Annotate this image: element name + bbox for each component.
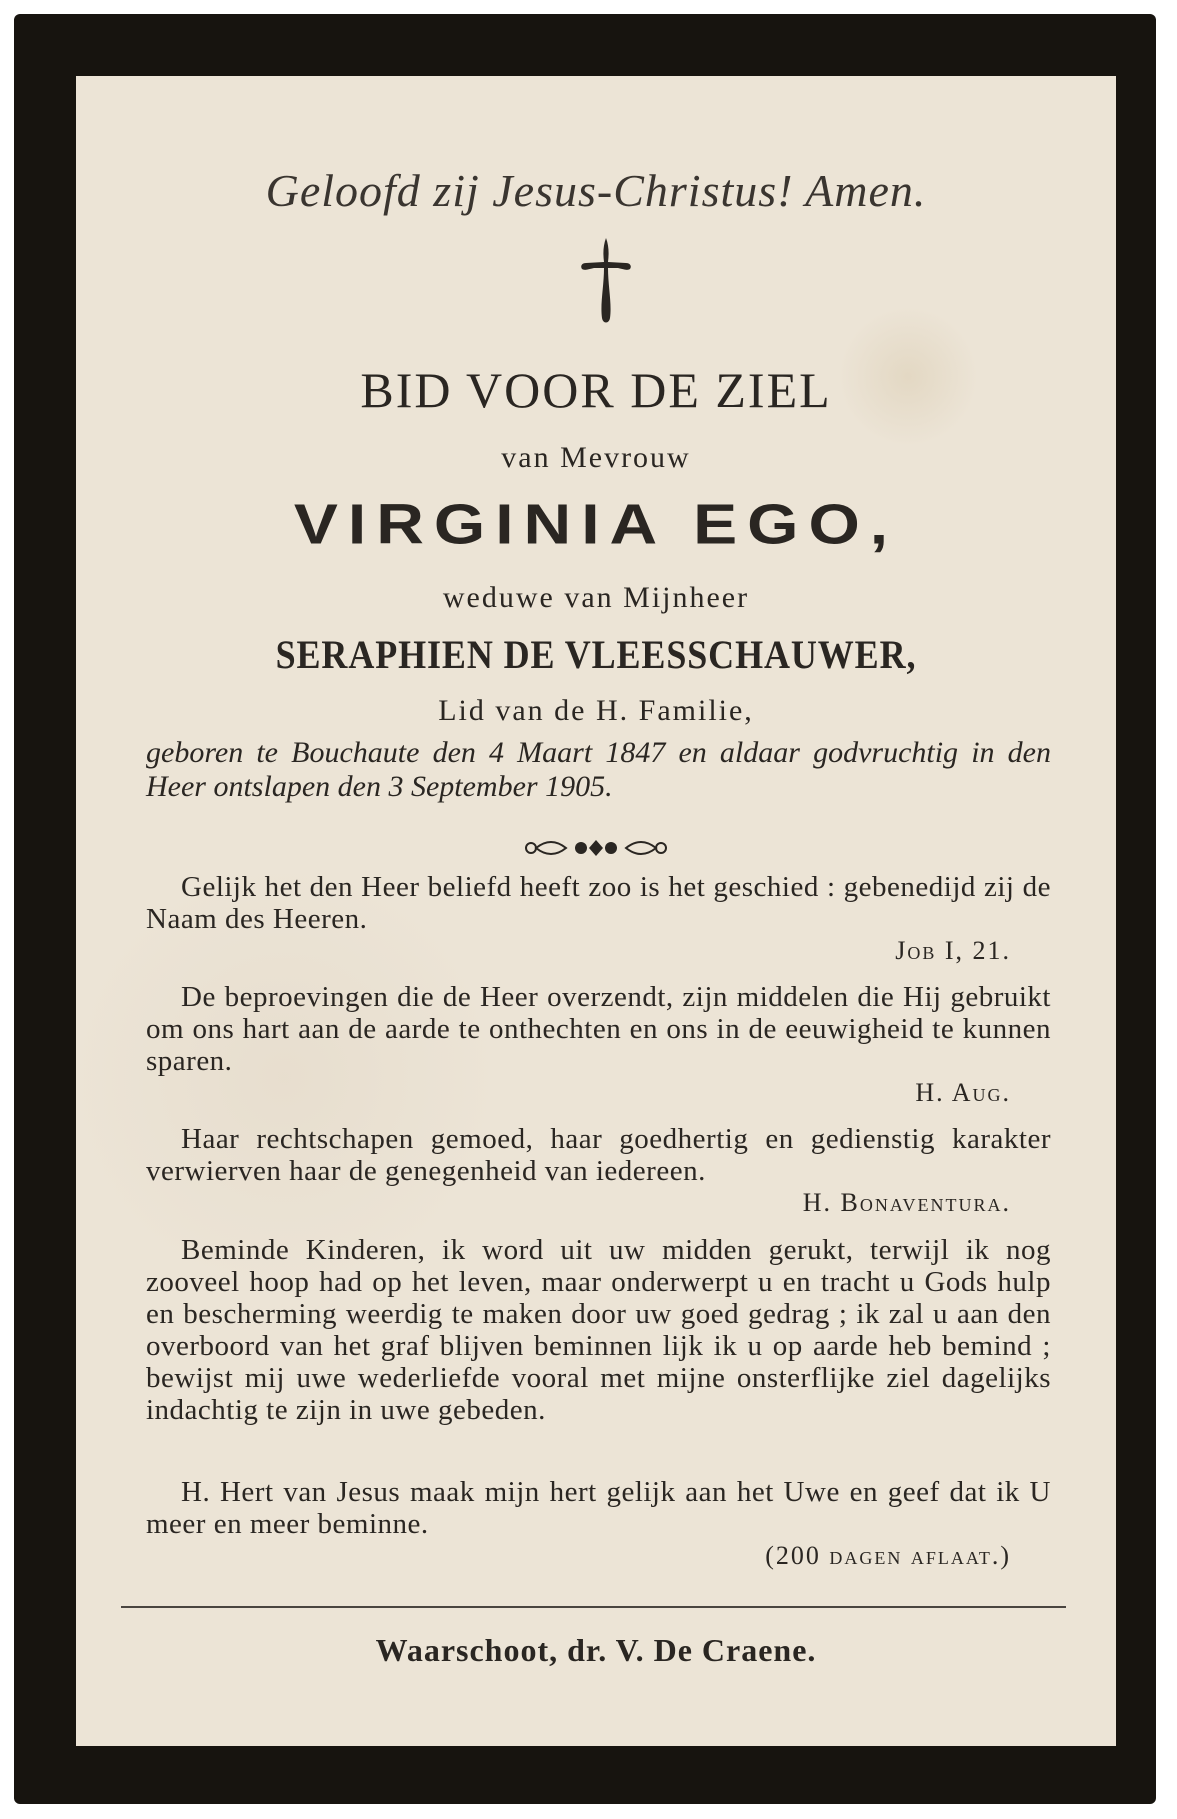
- memorial-card-paper: [76, 76, 1116, 1746]
- husband-name: SERAPHIEN DE VLEESSCHAUWER,: [275, 632, 917, 677]
- passage-3-source: H. Bonaventura.: [802, 1188, 1011, 1217]
- passage-3-text: Haar rechtschapen gemoed, haar goedhertig en gedienstig karakter verwierven haar de genegenheid van iedereen.: [146, 1123, 1051, 1187]
- honorific-line: van Mevrouw: [501, 441, 691, 474]
- ornament-icon: [521, 828, 671, 868]
- passage-4-text: Beminde Kinderen, ik word uit uw midden gerukt, terwijl ik nog zooveel hoop had op het leven, maar onderwerpt u en tracht u Gods hulp en bescherming weerdig te maken door uw goed gedrag ; ik zal u aan den overboord van het graf blijven beminnen lijk ik u op aarde heb bemind ; bewijst mij uwe wederliefde vooral met mijne onsterflijke ziel dagelijks indachtig te zijn in uwe gebeden.: [146, 1234, 1051, 1426]
- prayer-heading: BID VOOR DE ZIEL: [360, 362, 832, 418]
- printer-line: Waarschoot, dr. V. De Craene.: [375, 1632, 817, 1668]
- passage-5-text: H. Hert van Jesus maak mijn hert gelijk aan het Uwe en geef dat ik U meer en meer beminne.: [146, 1476, 1051, 1540]
- passage-1-source: Job I, 21.: [895, 936, 1011, 965]
- passage-5-source: (200 dagen aflaat.): [765, 1541, 1011, 1570]
- passage-1-text: Gelijk het den Heer beliefd heeft zoo is het geschied : gebenedijd zij de Naam des Heeren.: [146, 871, 1051, 935]
- passage-4: [146, 1234, 1051, 1426]
- passage-1: [146, 871, 1051, 967]
- motto: Geloofd zij Jesus-Christus! Amen.: [265, 165, 927, 216]
- passage-2-text: De beproevingen die de Heer overzendt, zijn middelen die Hij gebruikt om ons hart aan de aarde te onthechten en ons in de eeuwigheid te kunnen sparen.: [146, 981, 1051, 1077]
- passage-2: [146, 981, 1051, 1109]
- passage-5: [146, 1476, 1051, 1572]
- divider: [121, 1606, 1066, 1608]
- cross-icon: [576, 236, 636, 326]
- deceased-name: VIRGINIA EGO,: [293, 492, 899, 556]
- biography: geboren te Bouchaute den 4 Maart 1847 en aldaar godvruchtig in den Heer ontslapen den 3 September 1905.: [146, 736, 1051, 803]
- membership-line: Lid van de H. Familie,: [438, 694, 754, 727]
- memorial-card-border: [14, 14, 1156, 1804]
- passage-2-source: H. Aug.: [915, 1078, 1011, 1107]
- widow-line: weduwe van Mijnheer: [442, 581, 750, 614]
- passage-3: [146, 1123, 1051, 1219]
